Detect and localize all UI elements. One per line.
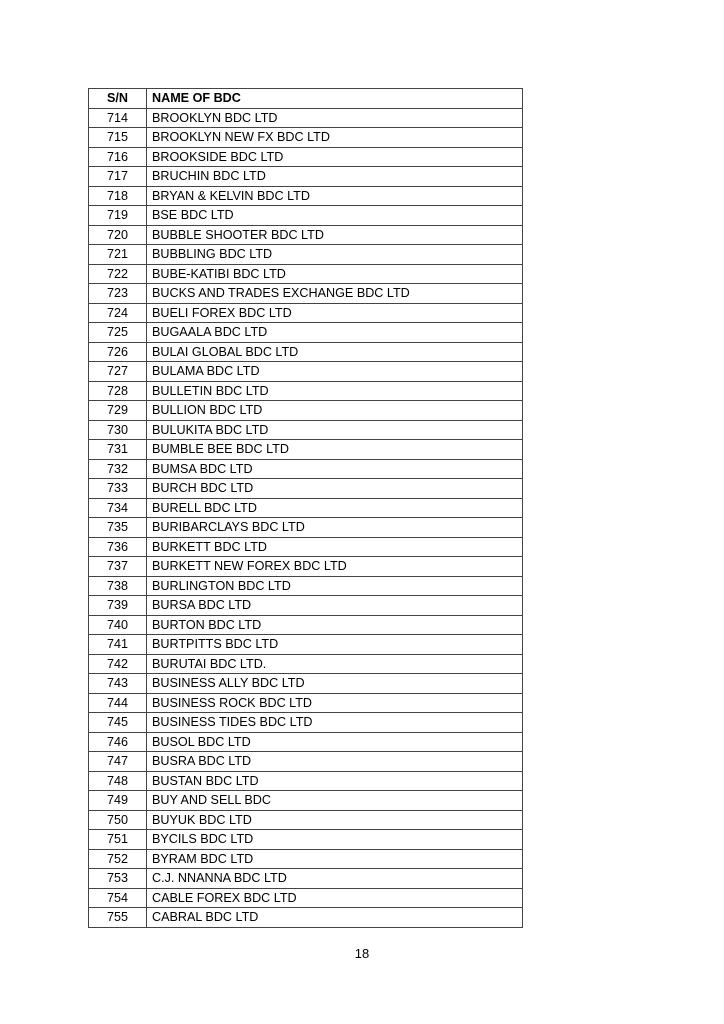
table-row xyxy=(89,908,523,928)
row-sn: 749 xyxy=(89,791,147,811)
row-sn: 730 xyxy=(89,420,147,440)
table-row xyxy=(89,557,523,577)
row-bdc-name: BYRAM BDC LTD xyxy=(147,849,523,869)
row-bdc-name: BULUKITA BDC LTD xyxy=(147,420,523,440)
row-sn: 722 xyxy=(89,264,147,284)
table-row xyxy=(89,206,523,226)
row-bdc-name: BUSRA BDC LTD xyxy=(147,752,523,772)
row-sn: 720 xyxy=(89,225,147,245)
table-row xyxy=(89,869,523,889)
row-sn: 754 xyxy=(89,888,147,908)
table-row xyxy=(89,752,523,772)
table-row xyxy=(89,440,523,460)
row-bdc-name: BUGAALA BDC LTD xyxy=(147,323,523,343)
row-bdc-name: C.J. NNANNA BDC LTD xyxy=(147,869,523,889)
column-header-sn: S/N xyxy=(89,89,147,109)
table-row xyxy=(89,596,523,616)
row-bdc-name: BULAMA BDC LTD xyxy=(147,362,523,382)
table-row xyxy=(89,732,523,752)
row-bdc-name: BURELL BDC LTD xyxy=(147,498,523,518)
row-sn: 731 xyxy=(89,440,147,460)
row-sn: 735 xyxy=(89,518,147,538)
row-bdc-name: CABRAL BDC LTD xyxy=(147,908,523,928)
row-bdc-name: BUY AND SELL BDC xyxy=(147,791,523,811)
table-row xyxy=(89,498,523,518)
table-row xyxy=(89,537,523,557)
row-bdc-name: BUSINESS ROCK BDC LTD xyxy=(147,693,523,713)
table-row xyxy=(89,459,523,479)
row-sn: 750 xyxy=(89,810,147,830)
row-bdc-name: BRYAN & KELVIN BDC LTD xyxy=(147,186,523,206)
row-bdc-name: BUSOL BDC LTD xyxy=(147,732,523,752)
row-sn: 745 xyxy=(89,713,147,733)
row-bdc-name: BUSINESS ALLY BDC LTD xyxy=(147,674,523,694)
table-row xyxy=(89,323,523,343)
row-bdc-name: BUELI FOREX BDC LTD xyxy=(147,303,523,323)
table-row xyxy=(89,128,523,148)
row-sn: 738 xyxy=(89,576,147,596)
row-bdc-name: BYCILS BDC LTD xyxy=(147,830,523,850)
row-sn: 734 xyxy=(89,498,147,518)
table-row xyxy=(89,830,523,850)
row-sn: 752 xyxy=(89,849,147,869)
row-sn: 744 xyxy=(89,693,147,713)
row-sn: 715 xyxy=(89,128,147,148)
bdc-table xyxy=(88,88,523,928)
table-row xyxy=(89,693,523,713)
table-row xyxy=(89,108,523,128)
row-sn: 714 xyxy=(89,108,147,128)
table-row xyxy=(89,167,523,187)
table-row xyxy=(89,245,523,265)
row-bdc-name: BUBBLING BDC LTD xyxy=(147,245,523,265)
table-header-row xyxy=(89,89,523,109)
row-sn: 751 xyxy=(89,830,147,850)
row-sn: 736 xyxy=(89,537,147,557)
row-sn: 728 xyxy=(89,381,147,401)
table-row xyxy=(89,888,523,908)
row-bdc-name: BULLETIN BDC LTD xyxy=(147,381,523,401)
table-row xyxy=(89,381,523,401)
row-sn: 732 xyxy=(89,459,147,479)
row-bdc-name: BUSINESS TIDES BDC LTD xyxy=(147,713,523,733)
table-row xyxy=(89,225,523,245)
row-sn: 717 xyxy=(89,167,147,187)
table-row xyxy=(89,635,523,655)
row-bdc-name: BURTON BDC LTD xyxy=(147,615,523,635)
row-bdc-name: BULAI GLOBAL BDC LTD xyxy=(147,342,523,362)
row-sn: 739 xyxy=(89,596,147,616)
row-bdc-name: CABLE FOREX BDC LTD xyxy=(147,888,523,908)
row-bdc-name: BUBE-KATIBI BDC LTD xyxy=(147,264,523,284)
row-sn: 743 xyxy=(89,674,147,694)
row-bdc-name: BURUTAI BDC LTD. xyxy=(147,654,523,674)
row-sn: 741 xyxy=(89,635,147,655)
row-sn: 727 xyxy=(89,362,147,382)
table-row xyxy=(89,401,523,421)
table-row xyxy=(89,479,523,499)
table-row xyxy=(89,654,523,674)
row-bdc-name: BUBBLE SHOOTER BDC LTD xyxy=(147,225,523,245)
row-sn: 723 xyxy=(89,284,147,304)
row-sn: 737 xyxy=(89,557,147,577)
row-bdc-name: BURLINGTON BDC LTD xyxy=(147,576,523,596)
row-bdc-name: BULLION BDC LTD xyxy=(147,401,523,421)
row-sn: 721 xyxy=(89,245,147,265)
table-row xyxy=(89,147,523,167)
row-sn: 747 xyxy=(89,752,147,772)
row-sn: 755 xyxy=(89,908,147,928)
table-row xyxy=(89,342,523,362)
row-bdc-name: BROOKLYN NEW FX BDC LTD xyxy=(147,128,523,148)
table-row xyxy=(89,303,523,323)
row-bdc-name: BUCKS AND TRADES EXCHANGE BDC LTD xyxy=(147,284,523,304)
row-bdc-name: BSE BDC LTD xyxy=(147,206,523,226)
page-number: 18 xyxy=(354,946,370,961)
table-row xyxy=(89,264,523,284)
row-bdc-name: BUMBLE BEE BDC LTD xyxy=(147,440,523,460)
table-row xyxy=(89,674,523,694)
row-sn: 746 xyxy=(89,732,147,752)
row-sn: 740 xyxy=(89,615,147,635)
table-row xyxy=(89,849,523,869)
row-sn: 733 xyxy=(89,479,147,499)
table-row xyxy=(89,420,523,440)
table-body xyxy=(89,108,523,927)
row-bdc-name: BRUCHIN BDC LTD xyxy=(147,167,523,187)
row-bdc-name: BROOKSIDE BDC LTD xyxy=(147,147,523,167)
row-bdc-name: BURTPITTS BDC LTD xyxy=(147,635,523,655)
row-sn: 718 xyxy=(89,186,147,206)
table-row xyxy=(89,615,523,635)
table-row xyxy=(89,713,523,733)
row-sn: 753 xyxy=(89,869,147,889)
row-sn: 719 xyxy=(89,206,147,226)
row-bdc-name: BURKETT BDC LTD xyxy=(147,537,523,557)
table-row xyxy=(89,810,523,830)
row-bdc-name: BURSA BDC LTD xyxy=(147,596,523,616)
row-bdc-name: BUMSA BDC LTD xyxy=(147,459,523,479)
row-sn: 726 xyxy=(89,342,147,362)
table-row xyxy=(89,284,523,304)
table-row xyxy=(89,518,523,538)
row-bdc-name: BURIBARCLAYS BDC LTD xyxy=(147,518,523,538)
table-row xyxy=(89,362,523,382)
table-row xyxy=(89,791,523,811)
row-bdc-name: BURCH BDC LTD xyxy=(147,479,523,499)
row-sn: 724 xyxy=(89,303,147,323)
row-sn: 725 xyxy=(89,323,147,343)
row-bdc-name: BUSTAN BDC LTD xyxy=(147,771,523,791)
row-bdc-name: BURKETT NEW FOREX BDC LTD xyxy=(147,557,523,577)
table-row xyxy=(89,186,523,206)
row-sn: 716 xyxy=(89,147,147,167)
row-bdc-name: BUYUK BDC LTD xyxy=(147,810,523,830)
table-row xyxy=(89,771,523,791)
row-sn: 729 xyxy=(89,401,147,421)
row-sn: 748 xyxy=(89,771,147,791)
column-header-name: NAME OF BDC xyxy=(147,89,523,109)
row-bdc-name: BROOKLYN BDC LTD xyxy=(147,108,523,128)
row-sn: 742 xyxy=(89,654,147,674)
table-row xyxy=(89,576,523,596)
